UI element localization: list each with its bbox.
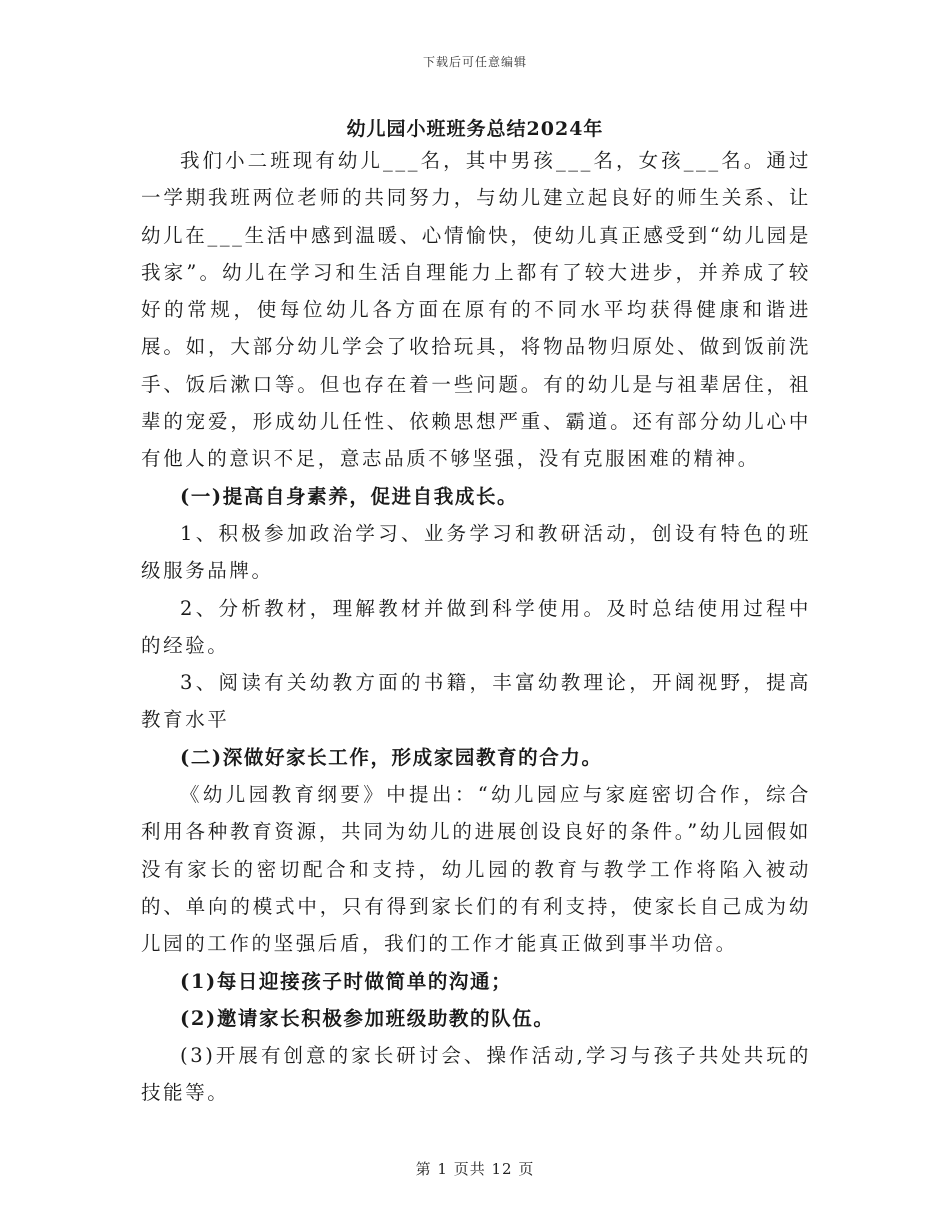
paragraph-item-1: 1、积极参加政治学习、业务学习和教研活动，创设有特色的班级服务品牌。 <box>141 521 811 583</box>
page-footer: 第 1 页共 12 页 <box>415 1160 535 1178</box>
section-heading-2: (二)深做好家长工作，形成家园教育的合力。 <box>180 745 603 769</box>
subitem-3: (3)开展有创意的家长研讨会、操作活动,学习与孩子共处共玩的技能等。 <box>141 1044 811 1105</box>
document-body <box>141 142 811 1112</box>
page-header: 下载后可任意编辑 <box>422 55 527 69</box>
document-title: 幼儿园小班班务总结2024年 <box>346 118 604 140</box>
paragraph-item-3: 3、阅读有关幼教方面的书籍，丰富幼教理论，开阔视野，提高教育水平 <box>141 671 811 732</box>
paragraph-item-2: 2、分析教材，理解教材并做到科学使用。及时总结使用过程中的经验。 <box>141 596 811 657</box>
paragraph-intro: 我们小二班现有幼儿___名，其中男孩___名，女孩___名。通过一学期我班两位老师的共同努力，与幼儿建立起良好的师生关系、让幼儿在___生活中感到温暖、心情愉快，使幼儿真正感受到“幼儿园是我家”。幼儿在学习和生活自理能力上都有了较大进步，并养成了较好的常规，使每位幼儿各方面在原有的不同水平均获得健康和谐进展。如，大部分幼儿学会了收拾玩具，将物品物归原处、做到饭前洗手、饭后漱口等。但也存在着一些问题。有的幼儿是与祖辈居住，祖辈的宠爱，形成幼儿任性、依赖思想严重、霸道。还有部分幼儿心中有他人的意识不足，意志品质不够坚强，没有克服困难的精神。 <box>141 149 811 471</box>
subitem-1: (1)每日迎接孩子时做简单的沟通； <box>180 969 513 993</box>
subitem-2: (2)邀请家长积极参加班级助教的队伍。 <box>180 1006 555 1030</box>
paragraph-guideline: 《幼儿园教育纲要》中提出：“幼儿园应与家庭密切合作，综合利用各种教育资源，共同为幼儿的进展创设良好的条件。”幼儿园假如没有家长的密切配合和支持，幼儿园的教育与教学工作将陷入被动的、单向的模式中，只有得到家长们的有利支持，使家长自己成为幼儿园的工作的坚强后盾，我们的工作才能真正做到事半功倍。 <box>141 783 811 956</box>
section-heading-1: (一)提高自身素养，促进自我成长。 <box>180 484 519 508</box>
